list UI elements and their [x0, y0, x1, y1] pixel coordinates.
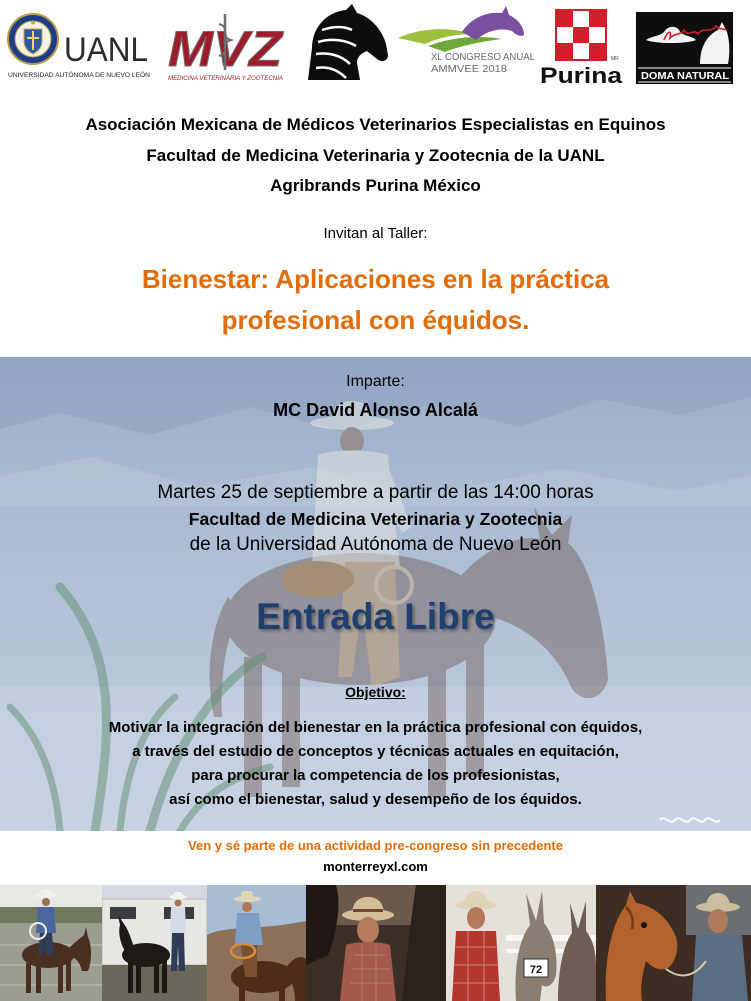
- uanl-logo: [8, 14, 150, 79]
- admission-text: Entrada Libre: [256, 596, 495, 637]
- footer-tagline: Ven y sé parte de una actividad pre-congreso sin precedente: [188, 838, 563, 853]
- sponsor-logos: [0, 0, 751, 96]
- congreso-title: XL CONGRESO ANUAL: [431, 52, 536, 63]
- photo-man-with-donkeys: [446, 885, 596, 1001]
- uanl-seal-icon: [8, 14, 58, 64]
- mvz-letters: MVZ: [168, 21, 285, 77]
- event-venue: Facultad de Medicina Veterinaria y Zootecnia: [188, 509, 563, 529]
- objective-line-3: para procurar la competencia de los profesionistas,: [191, 767, 560, 784]
- event-date: Martes 25 de septiembre a partir de las 14:00 horas: [157, 482, 594, 503]
- footer-website: monterreyxl.com: [323, 859, 428, 874]
- purina-wordmark: Purina: [540, 63, 623, 88]
- purina-mark: MR: [611, 56, 619, 62]
- invitation-text: Invitan al Taller:: [323, 225, 428, 242]
- doma-natural-wordmark: DOMA NATURAL: [641, 71, 729, 82]
- speaker-label: Imparte:: [346, 373, 405, 390]
- man: [340, 897, 396, 1001]
- photo-man-with-mule-trailer: [102, 885, 207, 1001]
- photo-horse-and-handler: [596, 885, 751, 1001]
- workshop-title-line-1: Bienestar: Aplicaciones en la práctica: [141, 264, 610, 294]
- objective-line-4: así como el bienestar, salud y desempeño de los équidos.: [169, 791, 582, 808]
- photo-strip: [0, 885, 751, 1001]
- sign: [524, 959, 548, 977]
- purina-logo: [540, 10, 623, 88]
- workshop-title-line-2: profesional con équidos.: [221, 305, 530, 335]
- photo-rider-on-horse: [207, 885, 306, 1001]
- uanl-subtitle: UNIVERSIDAD AUTÓNOMA DE NUEVO LEÓN: [8, 72, 149, 79]
- objective-label: Objetivo:: [345, 684, 406, 700]
- uanl-wordmark: UANL: [64, 31, 148, 69]
- man: [452, 891, 500, 1001]
- photo-rider-in-water: [0, 885, 102, 1001]
- congreso-ammvee-logo: [398, 6, 535, 75]
- doma-natural-logo: [636, 12, 733, 84]
- organizer-line-3: Agribrands Purina México: [270, 176, 481, 195]
- congreso-year: AMMVEE 2018: [431, 64, 508, 75]
- sign-number: 72: [529, 964, 543, 976]
- photo-man-in-hat: [306, 885, 446, 1001]
- speaker-name: MC David Alonso Alcalá: [273, 400, 478, 420]
- objective-line-2: a través del estudio de conceptos y técnicas actuales en equitación,: [132, 743, 619, 760]
- organizer-line-2: Facultad de Medicina Veterinaria y Zootecnia de la UANL: [146, 146, 605, 165]
- mvz-subtitle: MEDICINA VETERINARIA Y ZOOTECNIA: [168, 75, 283, 82]
- event-venue-detail: de la Universidad Autónoma de Nuevo León: [189, 534, 562, 555]
- horse-head-logo: [308, 4, 388, 80]
- checkerboard-icon: [556, 10, 606, 60]
- mvz-logo: [168, 14, 285, 82]
- organizer-line-1: Asociación Mexicana de Médicos Veterinarios Especialistas en Equinos: [85, 115, 666, 134]
- objective-line-1: Motivar la integración del bienestar en la práctica profesional con équidos,: [108, 719, 643, 736]
